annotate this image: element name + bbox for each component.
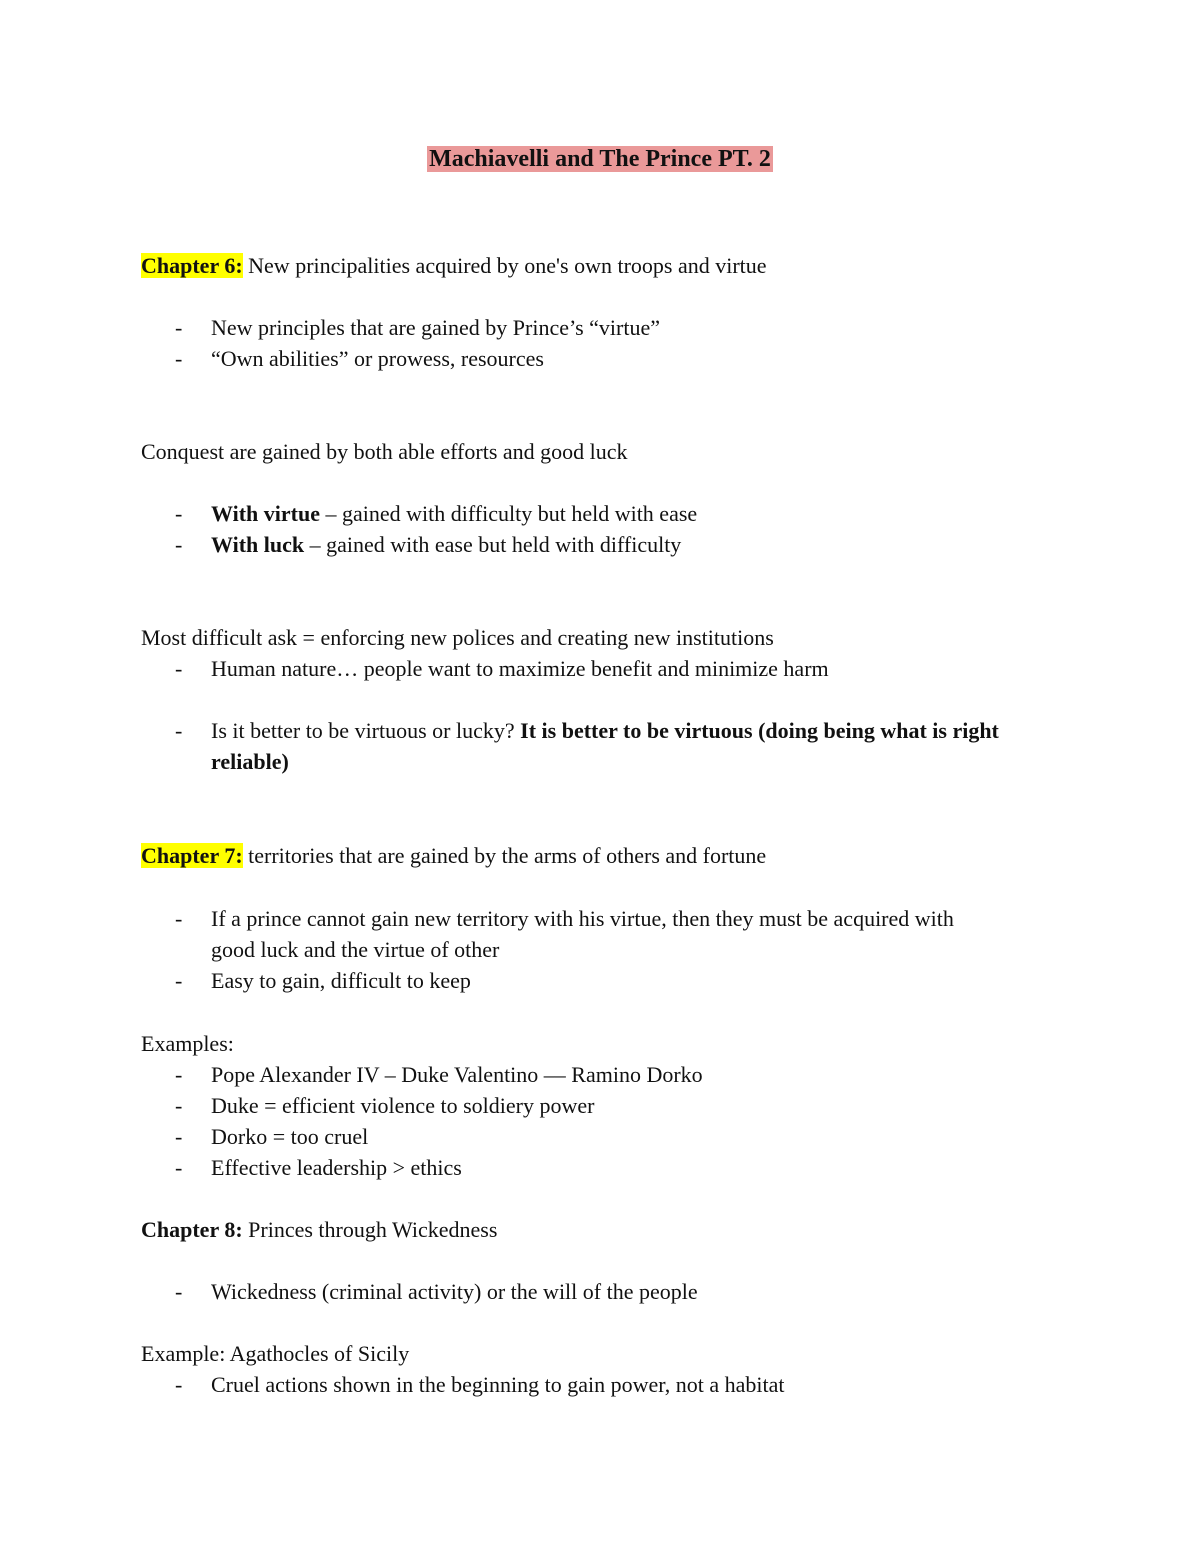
chapter-6-label: Chapter 6: — [141, 253, 243, 278]
conquest-bullet-2 — [211, 529, 681, 560]
bullet-dash: - — [175, 968, 183, 993]
agathocles-bullet-1: Cruel actions shown in the beginning to gain power, not a habitat — [211, 1372, 785, 1397]
luck-term: With luck — [211, 532, 305, 557]
virtue-desc: – gained with difficulty but held with ease — [319, 501, 698, 526]
bullet-dash: - — [175, 346, 183, 371]
bullet-dash: - — [175, 1372, 183, 1397]
bullet-dash: - — [175, 906, 183, 931]
ch7-bullet-1-line-2: good luck and the virtue of other — [211, 937, 500, 962]
page-title — [0, 142, 1200, 176]
ch6-bullet-2: “Own abilities” or prowess, resources — [211, 346, 544, 371]
bullet-dash: - — [175, 718, 183, 743]
difficult-task-line: Most difficult ask = enforcing new polices and creating new institutions — [141, 625, 774, 650]
ch6-bullet-1: New principles that are gained by Prince’s “virtue” — [211, 315, 661, 340]
ch7-bullet-2: Easy to gain, difficult to keep — [211, 968, 471, 993]
chapter-7-heading — [141, 840, 766, 871]
bullet-dash: - — [175, 501, 183, 526]
conquest-bullet-1 — [211, 498, 697, 529]
chapter-8-heading — [141, 1214, 497, 1245]
virtue-term: With virtue — [211, 501, 320, 526]
bullet-dash: - — [175, 1124, 183, 1149]
examples-heading: Examples: — [141, 1031, 234, 1056]
bullet-dash: - — [175, 1279, 183, 1304]
answer-text-line-1: It is better to be virtuous (doing being what is right — [520, 718, 999, 743]
example-item: Duke = efficient violence to soldiery power — [211, 1093, 595, 1118]
bullet-dash: - — [175, 1062, 183, 1087]
bullet-dash: - — [175, 532, 183, 557]
question-text: Is it better to be virtuous or lucky? — [211, 718, 521, 743]
difficult-bullet-1: Human nature… people want to maximize benefit and minimize harm — [211, 656, 829, 681]
bullet-dash: - — [175, 1155, 183, 1180]
ch7-bullet-1-line-1: If a prince cannot gain new territory with his virtue, then they must be acquired with — [211, 906, 954, 931]
example-agathocles-heading: Example: Agathocles of Sicily — [141, 1341, 410, 1366]
answer-text-line-2: reliable) — [211, 749, 289, 774]
conquest-line: Conquest are gained by both able efforts and good luck — [141, 439, 628, 464]
title-text: Machiavelli and The Prince PT. 2 — [429, 146, 771, 172]
bullet-dash: - — [175, 315, 183, 340]
ch8-bullet-1: Wickedness (criminal activity) or the will of the people — [211, 1279, 698, 1304]
chapter-8-text: Princes through Wickedness — [242, 1217, 498, 1242]
chapter-7-text: territories that are gained by the arms of others and fortune — [242, 843, 767, 868]
example-item: Pope Alexander IV – Duke Valentino –– Ramino Dorko — [211, 1062, 703, 1087]
chapter-7-label: Chapter 7: — [141, 843, 243, 868]
difficult-bullet-2 — [211, 715, 999, 746]
chapter-8-label: Chapter 8: — [141, 1217, 243, 1242]
bullet-dash: - — [175, 1093, 183, 1118]
example-item: Dorko = too cruel — [211, 1124, 369, 1149]
luck-desc: – gained with ease but held with difficulty — [304, 532, 682, 557]
example-item: Effective leadership > ethics — [211, 1155, 462, 1180]
chapter-6-text: New principalities acquired by one's own troops and virtue — [242, 253, 767, 278]
chapter-6-heading — [141, 250, 767, 281]
bullet-dash: - — [175, 656, 183, 681]
